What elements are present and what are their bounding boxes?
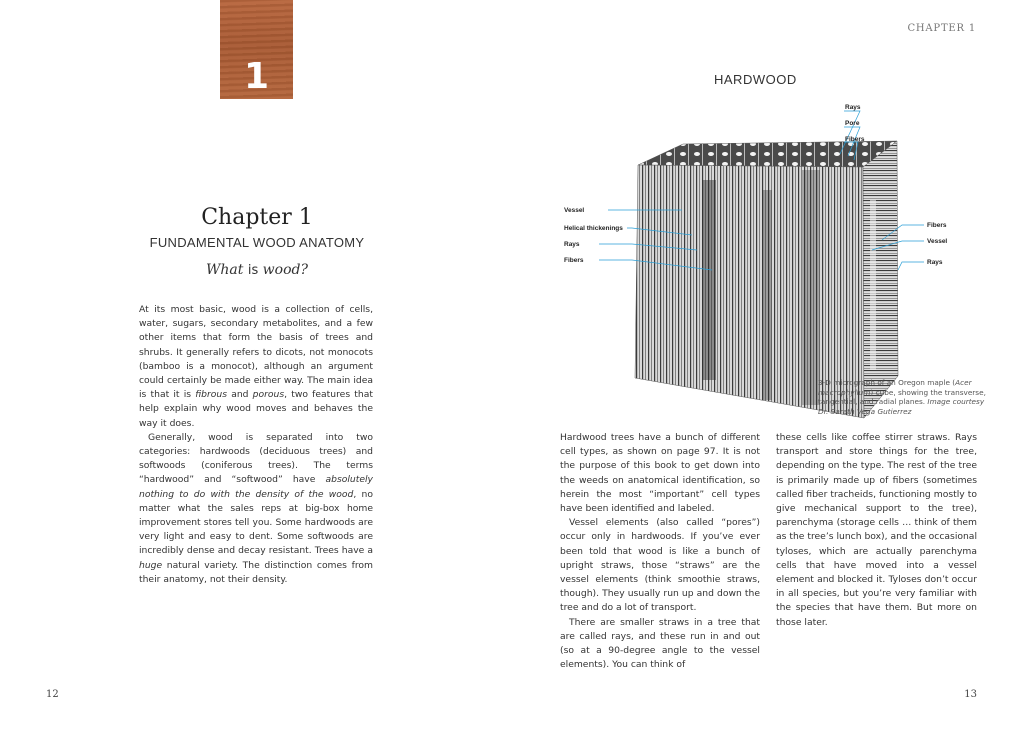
- label-vessel-left: Vessel: [564, 207, 585, 214]
- label-vessel-right: Vessel: [927, 238, 948, 245]
- label-fibers-left: Fibers: [564, 257, 584, 264]
- label-rays-top: Rays: [845, 104, 861, 111]
- section-heading-emphasis: is: [247, 263, 259, 278]
- paragraph: Hardwood trees have a bunch of different cell types, as shown on page 97. It is not the purpose of this book to get down into the weeds on anatomical identification, so herein the most “important” cell types have been identified and labeled.: [560, 432, 760, 515]
- section-heading-post: wood?: [258, 262, 308, 278]
- italic-run: Image courtesy Dr. Sarath Vega Gutierrez: [818, 397, 985, 416]
- label-rays-left: Rays: [564, 241, 580, 248]
- text-run: , no matter what the sales reps at big-box home improvement stores tell you. Some hardwoods are very light and easy to dent. Some softwoods are incredibly dense and decay resistant. Trees have a: [139, 488, 373, 557]
- section-heading-pre: What: [206, 262, 248, 278]
- label-fibers-right: Fibers: [927, 222, 947, 229]
- cube-side-face: [863, 141, 898, 418]
- right-body-column-2: [776, 431, 977, 630]
- page-number-right: 13: [964, 689, 977, 700]
- text-run: At its most basic, wood is a collection of cells, water, sugars, secondary metabolites, and a few other items that form the basis of trees and shrubs. It generally refers to dicots, not monocots (bamboo is a monocot), although an argument could certainly be made either way. The main idea is that it is: [139, 304, 373, 401]
- paragraph: Vessel elements (also called “pores”) occur only in hardwoods. If you’ve ever been told that wood is like a bunch of upright straws, those “straws” are the vessel elements (think smoothie straws, though). They usually run up and down the tree and do a lot of transport.: [560, 517, 760, 614]
- text-run: ) cube, showing the transverse, tangential, and radial planes.: [818, 387, 986, 406]
- right-page: [512, 0, 1024, 731]
- running-head: CHAPTER 1: [907, 23, 976, 34]
- label-rays-right: Rays: [927, 259, 943, 266]
- text-run: Generally, wood is separated into two categories: hardwoods (deciduous trees) and softwoods (coniferous trees). The terms “hardwood” and “softwood” have: [139, 431, 373, 486]
- cube-top-face: [638, 141, 897, 167]
- italic-run: huge: [139, 559, 163, 571]
- italic-run: Acer macrophyllum: [818, 378, 972, 397]
- italic-run: fibrous: [195, 389, 228, 401]
- paragraph: [139, 303, 373, 431]
- text-run: natural variety. The distinction comes from their anatomy, not their density.: [139, 559, 373, 585]
- label-pore-top: Pore: [845, 120, 860, 127]
- paragraph: [139, 431, 373, 587]
- label-fibers-top: Fibers: [845, 136, 865, 143]
- text-run: and: [227, 389, 253, 401]
- text-run: 3-D micrograph of an Oregon maple (: [818, 378, 956, 387]
- label-helical-left: Helical thickenings: [564, 225, 623, 232]
- figure-caption: [818, 378, 988, 416]
- italic-run: porous: [252, 389, 285, 401]
- chapter-title: Chapter 1: [201, 205, 313, 230]
- figure-title: HARDWOOD: [714, 72, 797, 87]
- paragraph: these cells like coffee stirrer straws. Rays transport and store things for the tree, depending on the type. The rest of the tree is primarily made up of fibers (sometimes called fiber tracheids, functioning mostly to give mechanical support to the tree), parenchyma (storage cells … think of them as the tree’s lunch box), and the occasional tyloses, which are actually parenchyma cells that have moved into a vessel element and blocked it. Tyloses don’t occur in all species, but you’re very familiar with the species that have them. But more on those later.: [776, 432, 977, 628]
- page-number-left: 12: [46, 689, 59, 700]
- right-body-column-1: [560, 431, 760, 672]
- chapter-number: 1: [243, 56, 270, 97]
- section-heading: [140, 262, 374, 278]
- text-run: , two features that help explain why wood moves and behaves the way it does.: [139, 389, 373, 429]
- chapter-subtitle: FUNDAMENTAL WOOD ANATOMY: [149, 235, 365, 250]
- left-body-text: [139, 303, 373, 587]
- chapter-tab: [220, 0, 293, 99]
- italic-run: absolutely nothing to do with the density of the wood: [139, 474, 373, 500]
- paragraph: There are smaller straws in a tree that are called rays, and these run in and out (so at a 90-degree angle to the vessel elements). You can think of: [560, 616, 760, 671]
